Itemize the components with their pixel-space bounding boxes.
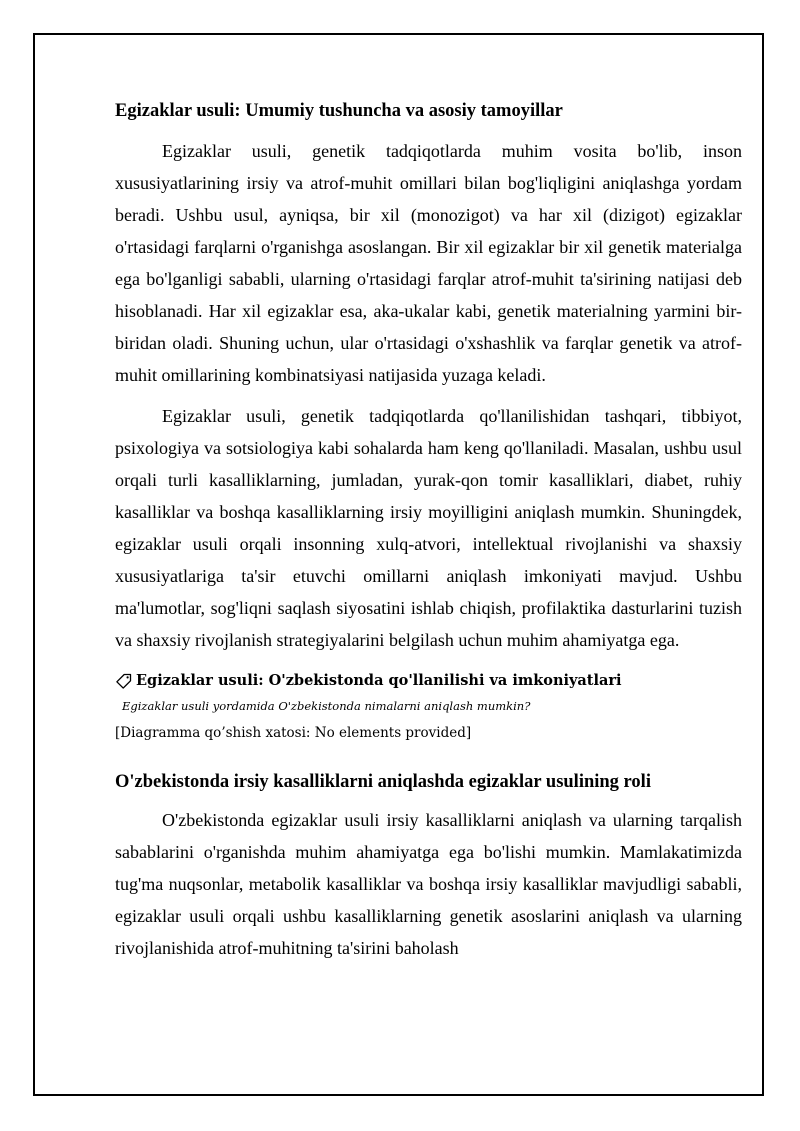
tag-icon — [115, 673, 132, 690]
section-heading: Egizaklar usuli: Umumiy tushuncha va asosiy tamoyillar — [115, 101, 563, 121]
section-heading: O'zbekistonda irsiy kasalliklarni aniqlashda egizaklar usulining roli — [115, 772, 651, 792]
diagram-title — [115, 670, 742, 692]
diagram-error-message: [Diagramma qo’shish xatosi: No elements provided] — [115, 725, 472, 741]
diagram-title-text: Egizaklar usuli: O'zbekistonda qo'llanilishi va imkoniyatlari — [136, 672, 622, 689]
paragraph: O'zbekistonda egizaklar usuli irsiy kasalliklarni aniqlash va ularning tarqalish sabablarini o'rganishda muhim ahamiyatga ega bo'lishi mumkin. Mamlakatimizda tug'ma nuqsonlar, metabolik kasalliklar va boshqa irsiy kasalliklar mavjudligi sababli, egizaklar usuli orqali ushbu kasalliklarning genetik asoslarini aniqlash va ularning rivojlanishida atrof-muhitning ta'sirini baholash — [115, 810, 742, 958]
diagram-subtitle: Egizaklar usuli yordamida O'zbekistonda nimalarni aniqlash mumkin? — [122, 699, 531, 713]
paragraph: Egizaklar usuli, genetik tadqiqotlarda qo'llanilishidan tashqari, tibbiyot, psixologiya va sotsiologiya kabi sohalarda ham keng qo'llaniladi. Masalan, ushbu usul orqali turli kasalliklarning, jumladan, yurak-qon tomir kasalliklari, diabet, ruhiy kasalliklar va boshqa kasalliklarning irsiy moyilligini aniqlash mumkin. Shuningdek, egizaklar usuli orqali insonning xulq-atvori, intellektual rivojlanishi va shaxsiy xususiyatlariga ta'sir etuvchi omillarni aniqlash imkoniyati mavjud. Ushbu ma'lumotlar, sog'liqni saqlash siyosatini ishlab chiqish, profilaktika dasturlarini tuzish va shaxsiy rivojlanish strategiyalarini belgilash uchun muhim ahamiyatga ega. — [115, 406, 742, 650]
paragraph: Egizaklar usuli, genetik tadqiqotlarda muhim vosita bo'lib, inson xususiyatlarining irsiy va atrof-muhit omillari bilan bog'liqligini aniqlashga yordam beradi. Ushbu usul, ayniqsa, bir xil (monozigot) va har xil (dizigot) egizaklar o'rtasidagi farqlarni o'rganishga asoslangan. Bir xil egizaklar bir xil genetik materialga ega bo'lganligi sababli, ularning o'rtasidagi farqlar atrof-muhit ta'sirining natijasi deb hisoblanadi. Har xil egizaklar esa, aka-ukalar kabi, genetik materialning yarmini bir-biridan oladi. Shuning uchun, ular o'rtasidagi o'xshashlik va farqlar genetik va atrof-muhit omillarining kombinatsiyasi natijasida yuzaga keladi. — [115, 141, 742, 385]
document-body — [115, 98, 742, 964]
